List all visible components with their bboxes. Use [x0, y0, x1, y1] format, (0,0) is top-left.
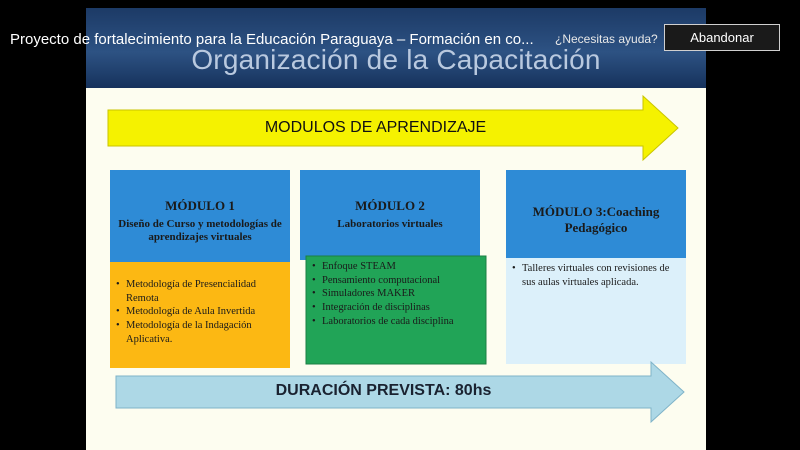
- list-item: • Integración de disciplinas: [312, 301, 484, 315]
- module-2-heading: MÓDULO 2: [355, 198, 425, 213]
- slide-title: Organización de la Capacitación: [191, 44, 601, 75]
- module-2-list: [312, 260, 484, 328]
- help-link[interactable]: ¿Necesitas ayuda?: [555, 32, 658, 46]
- list-item: • Pensamiento computacional: [312, 274, 484, 288]
- duration-label: DURACIÓN PREVISTA: 80hs: [275, 382, 492, 399]
- list-item: • Enfoque STEAM: [312, 260, 484, 274]
- module-3-list: [512, 262, 684, 289]
- list-item: • Talleres virtuales con revisiones de sus aulas virtuales aplicada.: [512, 262, 684, 289]
- module-1-list: [116, 278, 286, 346]
- presentation-slide: [86, 8, 706, 450]
- module-2-title: [300, 198, 480, 231]
- module-1-title: [110, 198, 290, 244]
- module-2-subtitle: Laboratorios virtuales: [337, 218, 443, 230]
- module-3-title: [516, 204, 676, 235]
- course-title: Proyecto de fortalecimiento para la Educación Paraguaya – Formación en co...: [10, 31, 534, 48]
- module-1-subtitle: Diseño de Curso y metodologías de aprendizajes virtuales: [118, 218, 282, 244]
- list-item: • Metodología de Aula Invertida: [116, 305, 286, 319]
- list-item: • Laboratorios de cada disciplina: [312, 315, 484, 329]
- list-item: • Metodología de la Indagación Aplicativa.: [116, 319, 286, 346]
- module-1-heading: MÓDULO 1: [165, 198, 235, 213]
- learning-modules-label: MODULOS DE APRENDIZAJE: [264, 119, 487, 136]
- list-item: • Metodología de Presencialidad Remota: [116, 278, 286, 305]
- list-item: • Simuladores MAKER: [312, 287, 484, 301]
- abandon-button[interactable]: Abandonar: [664, 24, 780, 51]
- module-3-heading: MÓDULO 3:Coaching Pedagógico: [532, 204, 660, 235]
